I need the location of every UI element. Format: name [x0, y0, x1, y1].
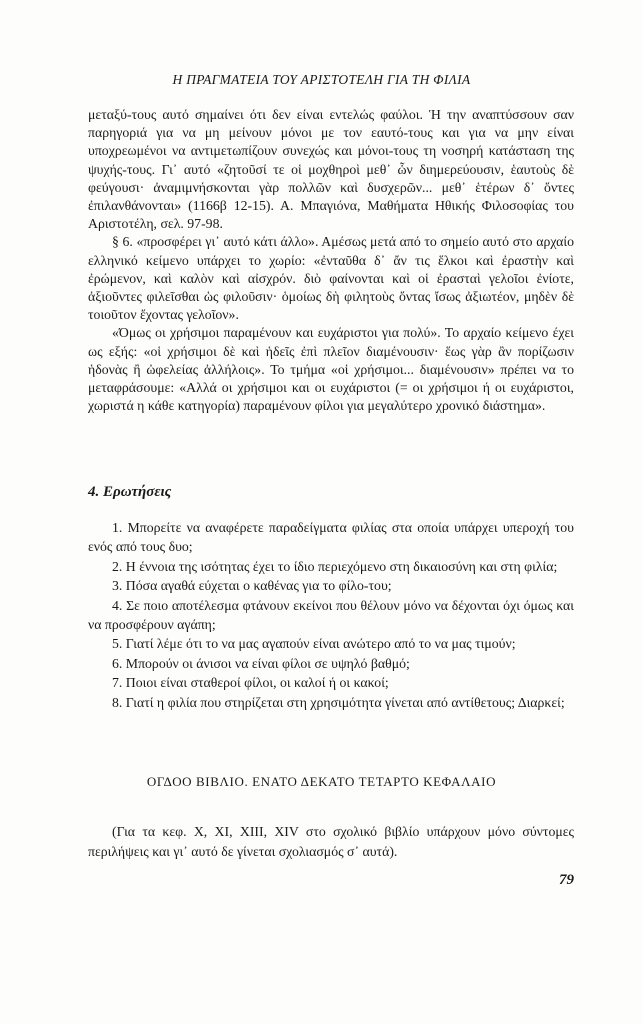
note-paragraph: § 6. «προσφέρει γι᾽ αυτό κάτι άλλο». Αμέσως μετά από το σημείο αυτό στο αρχαίο ελληνικό κείμενο υπάρχει το χωρίο: «ἐνταῦθα δ᾽ ἄν τις ἕλκοι καὶ ἐραστὴν καὶ ἐρώμενον, καὶ καλὸν καὶ αἰσχρόν. διὸ φαίνονται καὶ οἱ ἐρασταὶ γελοῖοι ἐνίοτε, ἀξιοῦντες φιλεῖσθαι ὡς φιλοῦσιν· ὁμοίως δὴ φιλητοὺς ὄντας ἴσως ἀξιωτέον, μηδὲν δὲ τοιοῦτον ἔχοντας γελοῖον». — [88, 234, 574, 323]
questions-list — [88, 518, 574, 712]
question-item: 6. Μπορούν οι άνισοι να είναι φίλοι σε υψηλό βαθμό; — [112, 655, 410, 671]
questions-heading: 4. Ερωτήσεις — [88, 484, 172, 500]
chapter-note — [88, 822, 574, 862]
question-item: 3. Πόσα αγαθά εύχεται ο καθένας για το φίλο-του; — [112, 578, 392, 594]
note-paragraph: μεταξύ-τους αυτό σημαίνει ότι δεν είναι εντελώς φαύλοι. Ἡ την αναπτύσσουν σαν παρηγοριά για να μη μείνουν μόνοι με τον εαυτό-τους και για να μην είναι υποχρεωμένοι να αντιμετωπίζουν συνεχώς και μόνοι-τους τη νοσηρή κατάσταση της ψυχής-τους. Γι᾽ αυτό «ζητοῦσί τε οἱ μοχθηροὶ μεθ᾽ ὧν διημερεύουσιν, ἑαυτοὺς δὲ φεύγουσι· ἀναμιμνήσκονται γὰρ πολλῶν καὶ δυσχερῶν... μεθ᾽ ἑτέρων δ᾽ ὄντες ἐπιλανθάνονται» (1166β 12-15). Α. Μπαγιόνα, Μαθήματα Ηθικής Φιλοσοφίας του Αριστοτέλη, σελ. 97-98. — [88, 107, 574, 232]
chapter-heading: ΟΓΔΟΟ ΒΙΒΛΙΟ. ΕΝΑΤΟ ΔΕΚΑΤΟ ΤΕΤΑΡΤΟ ΚΕΦΑΛΑΙΟ — [146, 774, 497, 789]
question-item: 5. Γιατί λέμε ότι το να μας αγαπούν είναι ανώτερο από το να μας τιμούν; — [112, 636, 516, 652]
question-item: 7. Ποιοι είναι σταθεροί φίλοι, οι καλοί ή οι κακοί; — [112, 675, 389, 691]
page-number: 79 — [559, 872, 574, 888]
running-title: Η ΠΡΑΓΜΑΤΕΙΑ ΤΟΥ ΑΡΙΣΤΟΤΕΛΗ ΓΙΑ ΤΗ ΦΙΛΙΑ — [172, 72, 471, 87]
note-paragraph: «Όμως οι χρήσιμοι παραμένουν και ευχάριστοι για πολύ». Το αρχαίο κείμενο έχει ως εξής: «οἱ χρήσιμοι δὲ καὶ ἡδεῖς ἐπὶ πλεῖον διαμένουσιν· ἕως γὰρ ἂν πορίζωσιν ἡδονὰς ἢ ὠφελείας ἀλλήλοις». Το τμήμα «οἱ χρήσιμοι... διαμένουσιν» πρέπει να το μεταφράσουμε: «Αλλά οι χρήσιμοι και οι ευχάριστοι (= οι χρήσιμοι ή οι ευχάριστοι, χωριστά η κάθε κατηγορία) παραμένουν φίλοι για μεγαλύτερο χρονικό διάστημα». — [88, 325, 574, 414]
question-item: 8. Γιατί η φιλία που στηρίζεται στη χρησιμότητα γίνεται από αντίθετους; Διαρκεί; — [112, 694, 565, 710]
commentary-notes — [88, 106, 574, 415]
question-item: 4. Σε ποιο αποτέλεσμα φτάνουν εκείνοι που θέλουν μόνο να δέχονται όχι όμως και να προσφέρουν αγάπη; — [88, 597, 574, 633]
question-item: 2. Η έννοια της ισότητας έχει το ίδιο περιεχόμενο στη δικαιοσύνη και στη φιλία; — [112, 558, 558, 574]
chapter-note-text: (Για τα κεφ. X, XI, XIII, XIV στο σχολικό βιβλίο υπάρχουν μόνο σύντομες περιλήψεις και γι᾽ αυτό δε γίνεται σχολιασμός σ᾽ αυτά). — [88, 824, 574, 859]
question-item: 1. Μπορείτε να αναφέρετε παραδείγματα φιλίας στα οποία υπάρχει υπεροχή του ενός από τους δυο; — [88, 520, 574, 555]
